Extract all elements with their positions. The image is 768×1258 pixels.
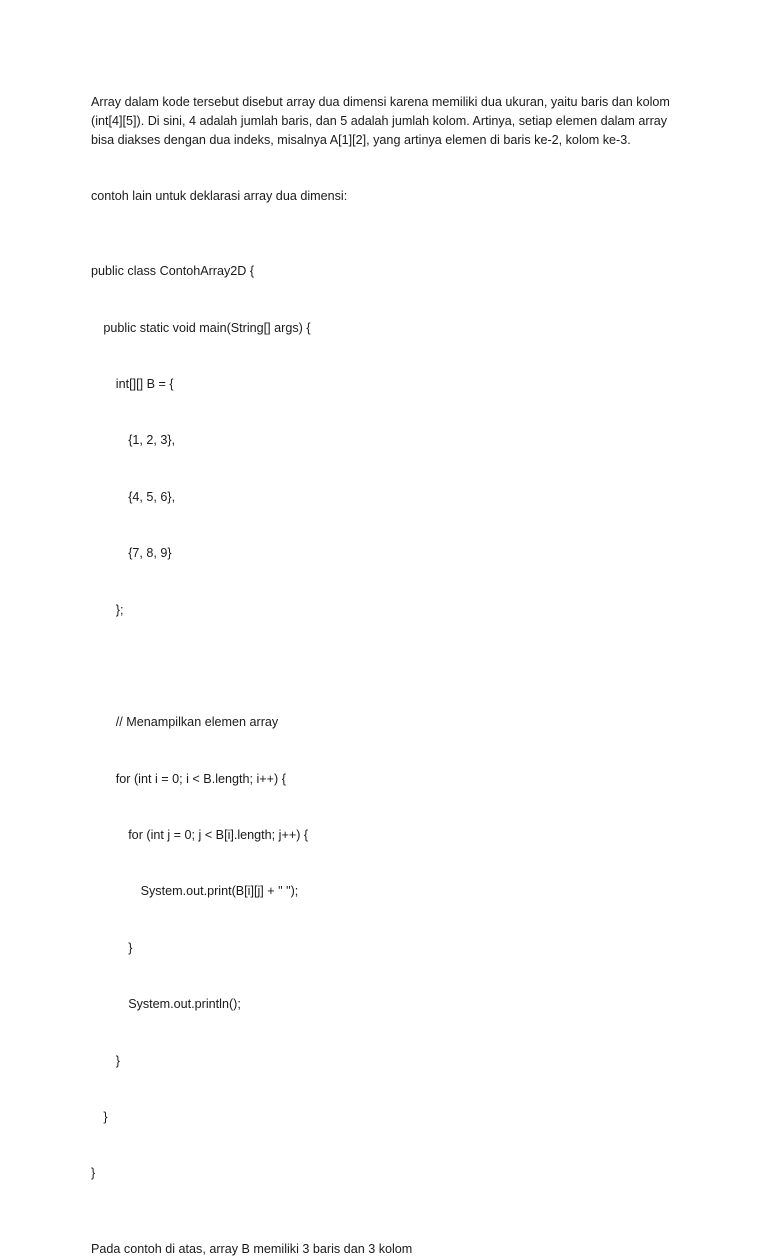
code-block bbox=[91, 225, 691, 1221]
code-line: // Menampilkan elemen array bbox=[115, 715, 279, 730]
code-line: for (int i = 0; i < B.length; i++) { bbox=[115, 771, 286, 786]
code-line: } bbox=[91, 1166, 96, 1181]
code-line: {1, 2, 3}, bbox=[128, 433, 176, 448]
blank-space bbox=[91, 206, 691, 225]
code-line: {7, 8, 9} bbox=[128, 546, 172, 561]
code-line: int[][] B = { bbox=[115, 376, 174, 391]
document-content bbox=[91, 93, 691, 1258]
code-line: {4, 5, 6}, bbox=[128, 489, 176, 504]
code-line bbox=[91, 657, 691, 676]
code-line: } bbox=[115, 1053, 121, 1068]
code-line: } bbox=[128, 940, 133, 955]
blank-space bbox=[91, 1221, 691, 1240]
code-line: public static void main(String[] args) { bbox=[103, 320, 311, 335]
code-line: System.out.print(B[i][j] + " "); bbox=[140, 884, 299, 899]
code-line: System.out.println(); bbox=[128, 997, 241, 1012]
conclusion-paragraph: Pada contoh di atas, array B memiliki 3 baris dan 3 kolom bbox=[91, 1241, 413, 1256]
example-heading-paragraph: contoh lain untuk deklarasi array dua dimensi: bbox=[91, 188, 348, 203]
blank-space bbox=[91, 149, 691, 187]
code-line: for (int j = 0; j < B[i].length; j++) { bbox=[128, 828, 309, 843]
intro-paragraph: Array dalam kode tersebut disebut array dua dimensi karena memiliki dua ukuran, yaitu baris dan kolom (int[4][5]). Di sini, 4 adalah jumlah baris, dan 5 adalah jumlah kolom. Artinya, setiap elemen dalam array bisa diakses dengan dua indeks, misalnya A[1][2], yang artinya elemen di baris ke-2, kolom ke-3. bbox=[91, 95, 670, 147]
code-line: }; bbox=[115, 602, 124, 617]
code-line: } bbox=[103, 1110, 108, 1125]
code-line: public class ContohArray2D { bbox=[91, 264, 255, 279]
